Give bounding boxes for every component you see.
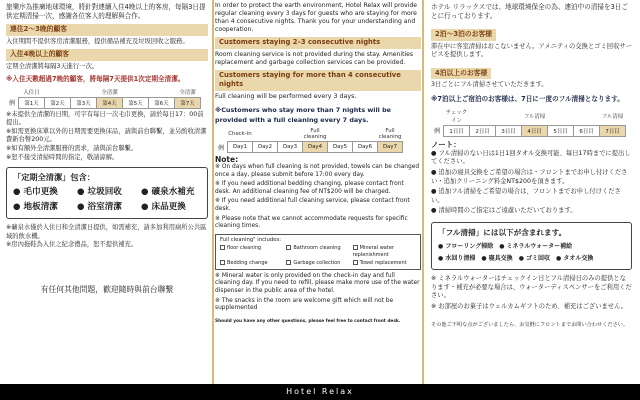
en-closing-line: Should you have any other questions, please feel free to contact front desk. bbox=[215, 318, 401, 324]
japanese-column bbox=[425, 0, 640, 384]
zh-day-cell: 第3天 bbox=[71, 97, 97, 108]
en-text-4-nights: Full cleaning will be performed every 3 days. bbox=[215, 92, 357, 100]
zh-box-title: 「定期全清潔」包含： bbox=[13, 172, 95, 183]
en-day-cell: Day3 bbox=[278, 142, 303, 153]
zh-box-item: ● 床品更換 bbox=[141, 202, 186, 213]
checkbox-icon bbox=[286, 260, 291, 265]
zh-remark: ※恕不接受清掃時間的指定，敬請諒解。 bbox=[6, 153, 119, 161]
zh-box-grid bbox=[13, 186, 201, 214]
en-note-item: ※ Please note that we cannot accommodate requests for specific cleaning times. bbox=[215, 215, 408, 230]
en-include-item: Mineral water replenishment bbox=[352, 244, 394, 258]
ja-marker-full-clean-2: フル清掃 bbox=[601, 113, 624, 120]
zh-text-4-nights: 定期全清潔將每隔3天進行一次。 bbox=[6, 62, 99, 70]
ja-full-cleaning-box bbox=[431, 222, 632, 270]
checkbox-icon bbox=[220, 260, 225, 265]
ja-text-4-nights: 3日ごとにフル清掃させていただきます。 bbox=[431, 81, 548, 89]
en-day-cell: Day2 bbox=[253, 142, 278, 153]
en-marker-full-clean-1: Full cleaning bbox=[303, 128, 327, 141]
ja-marker-checkin: チェックイン bbox=[445, 109, 468, 124]
zh-remark: ※如需更換床單以外的日期需要更換床品，請與前台聯繫，並另酌收清潔費新台幣200元。 bbox=[6, 127, 207, 144]
ja-day-cell: 3日目 bbox=[496, 125, 522, 136]
en-include-item: Bedding change bbox=[220, 260, 283, 267]
ja-text-2-3-nights: 滞在中に客室清掃はおこないません。アメニティの交換とゴミ回収サービスを提供します。 bbox=[431, 42, 632, 59]
en-row-label: 例 bbox=[217, 144, 224, 152]
en-notes-list bbox=[215, 164, 421, 231]
zh-box-item: ● 地板清潔 bbox=[13, 202, 58, 213]
ja-7-nights-note: ※7泊以上ご宿泊のお客様は、7日に一度のフル清掃となります。 bbox=[431, 94, 624, 103]
en-heading-2-3-nights: Customers staying 2–3 consecutive nights bbox=[215, 37, 421, 49]
zh-intro: 旅樂序為推廣地球環境，將針對連續入住4晚以上的客房，每隔3日提供定期清掃一次，感謝各位客人的理解與合作。 bbox=[6, 3, 206, 20]
en-include-item: Bathroom cleaning bbox=[286, 245, 349, 259]
en-day-cell: Day4 bbox=[303, 142, 328, 153]
ja-day-cell: 4日目 bbox=[522, 125, 548, 136]
english-column bbox=[215, 0, 421, 384]
zh-day-cell: 第6天 bbox=[149, 97, 175, 108]
zh-box-item: ● 毛巾更換 bbox=[13, 187, 58, 198]
ja-day-cell: 5日目 bbox=[548, 125, 574, 136]
en-day-cell: Day6 bbox=[353, 142, 378, 153]
en-day-cell: Day7 bbox=[378, 142, 403, 153]
ja-snack-note: ※ お部屋のお菓子はウェルカムギフトのため、補充はございません。 bbox=[431, 302, 628, 310]
ja-notes2-list bbox=[431, 275, 632, 311]
zh-day-cell: 第4天 bbox=[97, 97, 123, 108]
en-includes-grid bbox=[220, 245, 416, 267]
zh-marker-full-clean-2: 全清潔 bbox=[179, 89, 196, 96]
ja-notes-list bbox=[431, 150, 632, 216]
en-marker-checkin: Check-in bbox=[228, 131, 252, 138]
ja-day-cell: 7日目 bbox=[600, 125, 626, 136]
zh-day-cell: 第2天 bbox=[45, 97, 71, 108]
zh-contact-line: 有任何其他問題，歡迎隨時與前台聯繫 bbox=[40, 285, 174, 295]
hotel-footer-banner: Hotel Relax bbox=[0, 384, 640, 400]
zh-heading-2-3-nights: 連住2～3晚的顧客 bbox=[6, 24, 208, 36]
zh-full-cleaning-box bbox=[6, 167, 208, 219]
en-note-title: Note: bbox=[215, 155, 239, 165]
ja-heading-2-3-nights: 2泊～3泊のお客様 bbox=[431, 29, 496, 41]
zh-row-label: 例 bbox=[8, 100, 15, 108]
ja-note-item: ● 清掃時間のご指定はご遠慮いただいております。 bbox=[431, 207, 577, 215]
ja-box-row: ● フローリング掃除 ● ミネラルウォーター補給 bbox=[438, 242, 573, 250]
en-heading-4-nights: Customers staying for more than 4 consecutive nights bbox=[215, 70, 421, 91]
en-schedule-table bbox=[215, 127, 403, 153]
zh-box-item: ● 浴室清潔 bbox=[77, 202, 122, 213]
ja-box-title: 「フル清掃」には以下が含まれます。 bbox=[438, 227, 567, 237]
checkbox-icon bbox=[220, 245, 225, 250]
en-includes-box bbox=[215, 234, 421, 270]
zh-slipper-note: ※房內拖鞋為入住之紀念禮品，恕不提供補充。 bbox=[6, 241, 138, 249]
column-separator bbox=[212, 0, 214, 384]
zh-remark: ※如有額外全清潔服務的需求，請與前台聯繫。 bbox=[6, 145, 138, 153]
en-include-item: Towel replacement bbox=[353, 260, 416, 267]
en-note-item: ※ On days when full cleaning is not provided, towels can be changed once a day, please submit before 17:00 every day. bbox=[215, 164, 420, 178]
en-intro: In order to protect the earth environment, Hotel Relax will provide regular cleaning every 3 days for guests who are staying for more than 4 consecutive nights. Thank you for your understanding and cooperation. bbox=[215, 2, 418, 33]
ja-heading-4-nights: 4泊以上のお客様 bbox=[431, 68, 491, 80]
zh-water-note: ※礦泉水僅於入住日和全清潔日提供，如需補充，請多加利用廁所公共區域的飲水機。 bbox=[6, 224, 207, 240]
zh-marker-full-clean-1: 全清潔 bbox=[101, 89, 118, 96]
chinese-column bbox=[0, 0, 212, 384]
en-note-item: ※ If you need additional full cleaning service, please contact front desk. bbox=[215, 198, 410, 213]
zh-schedule-table bbox=[6, 87, 201, 109]
ja-schedule-table bbox=[431, 107, 626, 137]
en-snack-note: ※ The snacks in the room are welcome gift which will not be supplemented bbox=[215, 297, 394, 312]
ja-row-label: 例 bbox=[433, 128, 440, 136]
en-marker-full-clean-2: Full cleaning bbox=[378, 128, 402, 141]
ja-marker-full-clean-1: フル清掃 bbox=[523, 113, 546, 120]
ja-intro: ホテル リラックスでは、地球環境保全の為、連泊中の清掃を3日ごとに行っております。 bbox=[431, 3, 628, 20]
en-include-item: floor cleaning bbox=[220, 245, 283, 259]
zh-day-cell: 第7天 bbox=[175, 97, 201, 108]
ja-closing-line: その他ご不明な点がございましたら、お気軽にフロントまでお問い合わせください。 bbox=[431, 322, 629, 329]
zh-text-2-3-nights: 入住期間不提供客房清潔服務，提供備品補充及垃圾回收之服務。 bbox=[6, 37, 189, 45]
en-includes-title: Full cleaning" includes: bbox=[220, 236, 282, 243]
zh-heading-4-nights: 入住4晚以上的顧客 bbox=[6, 49, 208, 61]
ja-note-item: ● フル清掃のない日は1日1回タオル交換可能、毎日17時までに提出してください。 bbox=[431, 149, 631, 166]
en-text-2-3-nights: Room cleaning service is not provided during the stay. Amenities replacement and garbage collection services can be provided. bbox=[215, 50, 414, 66]
en-7-nights-note: ※Customers who stay more than 7 nights will be provided with a full cleaning every 7 days. bbox=[215, 106, 391, 125]
ja-day-cell: 1日目 bbox=[444, 125, 470, 136]
column-separator bbox=[422, 0, 424, 384]
zh-remark: ※未提供全清潔的日期，可字有每日一次毛巾更換，請於每日17：00前提出。 bbox=[6, 110, 204, 127]
zh-day-cell: 第5天 bbox=[123, 97, 149, 108]
en-water-note: ※ Mineral water is only provided on the check-in day and full cleaning day. If you need to refill, please make more use of the water dispenser in the public area of the hotel. bbox=[215, 272, 420, 295]
en-day-cell: Day5 bbox=[328, 142, 353, 153]
zh-remarks-list bbox=[6, 111, 208, 163]
ja-note-title: ノート： bbox=[431, 139, 461, 149]
ja-note-item: ● 追加の寝具交換をご希望の場合は・フロントまでお申し付けください・追加クリーニング料金NT$200を頂きます。 bbox=[431, 168, 628, 185]
zh-box-item: ● 礦泉水補充 bbox=[141, 187, 195, 198]
ja-day-cell: 2日目 bbox=[470, 125, 496, 136]
checkbox-icon bbox=[286, 245, 291, 250]
en-day-cell: Day1 bbox=[228, 142, 253, 153]
checkbox-icon bbox=[353, 245, 358, 250]
zh-box-item: ● 垃圾回收 bbox=[77, 187, 122, 198]
en-note-item: ※ If you need additional bedding changing, please contact front desk. An additional cleaning fee of NT$200 will be charged. bbox=[215, 181, 404, 195]
ja-note-item: ● 追加フル清掃をご希望の場合は、フロントまでお申し付けください。 bbox=[431, 188, 621, 204]
en-include-item: Garbage collection bbox=[286, 260, 349, 267]
ja-water-note: ※ ミネラルウォーターはチェックイン日とフル清掃日のみの提供となります・補充が必要な場合は、ウォーターディスペンサーをご利用ください。 bbox=[431, 274, 632, 300]
checkbox-icon bbox=[353, 260, 358, 265]
ja-box-row: ● 水回り清掃 ● 寝具交換 ● ゴミ回収 ● タオル交換 bbox=[438, 254, 594, 262]
ja-box-items bbox=[438, 241, 625, 265]
zh-marker-checkin: 入住日 bbox=[23, 89, 40, 96]
zh-7-nights-note: ※入住天數超過7晚的顧客，將每隔7天提供1次定期全清潔。 bbox=[6, 75, 185, 84]
en-notes2-list bbox=[215, 273, 421, 313]
zh-day-cell: 第1天 bbox=[19, 97, 45, 108]
ja-day-cell: 6日目 bbox=[574, 125, 600, 136]
